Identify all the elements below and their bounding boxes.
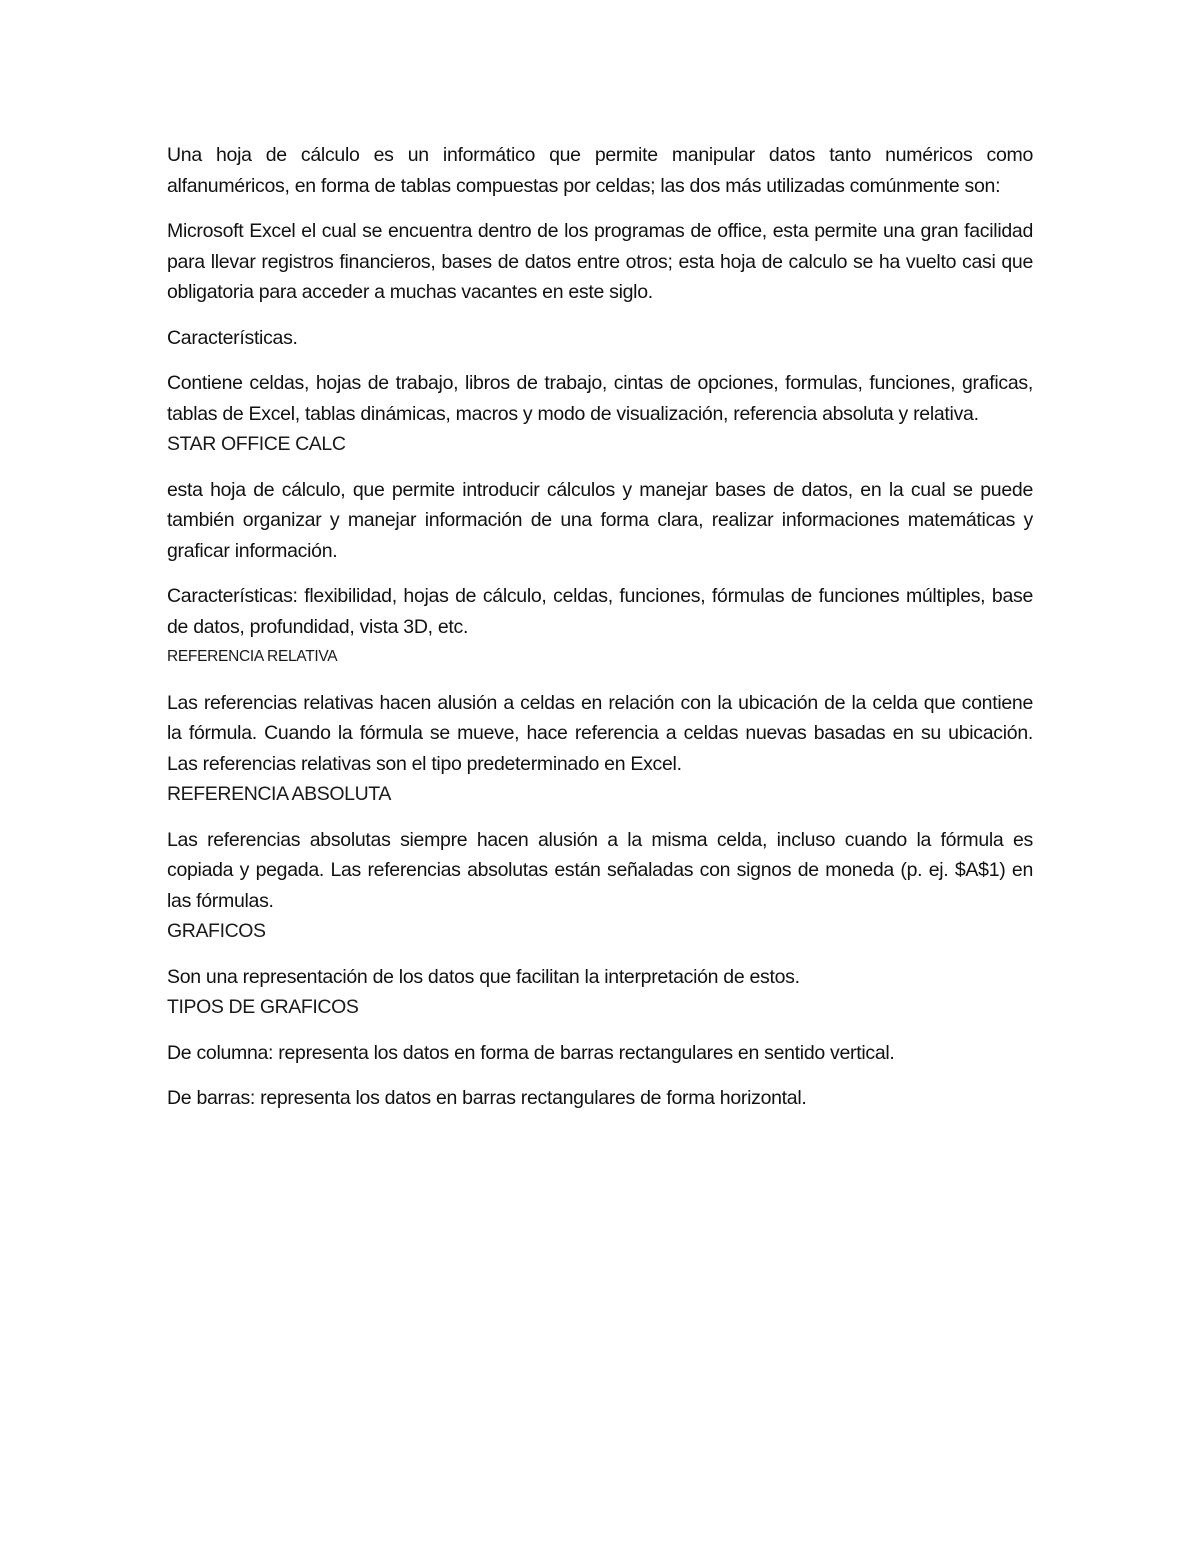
referencia-relativa-paragraph: Las referencias relativas hacen alusión a celdas en relación con la ubicación de la celda que contiene la fórmula. Cuando la fórmula se mueve, hace referencia a celdas nuevas basadas en su ubicación. Las referencias relativas son el tipo predeterminado en Excel. — [167, 691, 1033, 775]
intro-paragraph: Una hoja de cálculo es un informático que permite manipular datos tanto numéricos como alfanuméricos, en forma de tablas compuestas por celdas; las dos más utilizadas comúnmente son: — [167, 144, 1033, 197]
tipos-graficos-heading: TIPOS DE GRAFICOS — [167, 996, 359, 1018]
excel-paragraph: Microsoft Excel el cual se encuentra dentro de los programas de office, esta permite una gran facilidad para llevar registros financieros, bases de datos entre otros; esta hoja de calculo se ha vuelto casi que obligatoria para acceder a muchas vacantes en este siglo. — [167, 220, 1033, 303]
tipo-columna-paragraph: De columna: representa los datos en forma de barras rectangulares en sentido vertical. — [167, 1041, 895, 1064]
graficos-heading: GRAFICOS — [167, 920, 266, 942]
referencia-relativa-heading: REFERENCIA RELATIVA — [167, 648, 338, 665]
caracteristicas-label: Características. — [167, 326, 298, 349]
tipo-barras-paragraph: De barras: representa los datos en barras rectangulares de forma horizontal. — [167, 1087, 807, 1109]
document-body — [167, 140, 1033, 1114]
star-office-paragraph: esta hoja de cálculo, que permite introducir cálculos y manejar bases de datos, en la cual se puede también organizar y manejar información de una forma clara, realizar informaciones matemáticas y graficar información. — [167, 478, 1033, 562]
referencia-absoluta-paragraph: Las referencias absolutas siempre hacen alusión a la misma celda, incluso cuando la fórmula es copiada y pegada. Las referencias absolutas están señaladas con signos de moneda (p. ej. $A$1) en las fórmulas. — [167, 828, 1033, 912]
referencia-absoluta-heading: REFERENCIA ABSOLUTA — [167, 783, 391, 805]
star-office-heading: STAR OFFICE CALC — [167, 433, 346, 455]
graficos-paragraph: Son una representación de los datos que facilitan la interpretación de estos. — [167, 965, 800, 988]
star-office-caracteristicas-paragraph: Características: flexibilidad, hojas de cálculo, celdas, funciones, fórmulas de funciones múltiples, base de datos, profundidad, vista 3D, etc. — [167, 585, 1033, 638]
caracteristicas-excel-paragraph: Contiene celdas, hojas de trabajo, libros de trabajo, cintas de opciones, formulas, funciones, graficas, tablas de Excel, tablas dinámicas, macros y modo de visualización, referencia absoluta y relativa. — [167, 372, 1033, 425]
